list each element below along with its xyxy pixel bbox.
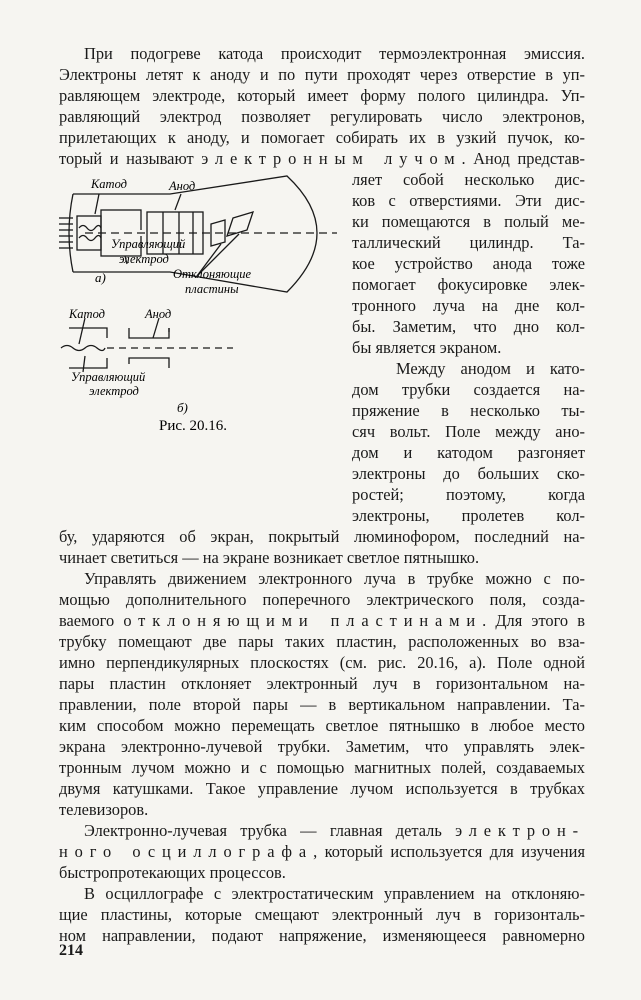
text-run: . Анод представ-: [461, 149, 585, 168]
text-line: равляющий электрод позволяет регулировать число электронов,: [59, 107, 585, 126]
text-line: кое устройство анода тоже: [352, 254, 585, 273]
text-line: ки помещаются в полый ме-: [352, 212, 585, 231]
figure-caption: Рис. 20.16.: [159, 418, 228, 434]
label-anode-a: Анод: [169, 179, 196, 193]
label-sub-a: а): [95, 270, 106, 285]
text-line: щие пластины, которые смещают электронный луч в горизонталь-: [59, 905, 585, 924]
crt-figure: [55, 168, 355, 440]
text-run: Электронно-лучевая трубка — главная деталь: [84, 821, 456, 840]
text-line: бу, ударяются об экран, покрытый люминофором, последний на-: [59, 527, 585, 546]
text-line: пряжение в несколько ты-: [352, 401, 585, 420]
label-cathode-a: Катод: [91, 177, 127, 191]
text-line: тронного луча на дне кол-: [352, 296, 585, 315]
crt-cross-section-b: [61, 318, 233, 372]
text-line: помогает фокусировке элек-: [352, 275, 585, 294]
page-number: 214: [59, 942, 83, 959]
text-line: имно перпендикулярных плоскостях (см. рис. 20.16, а). Поле одной: [59, 653, 585, 672]
text-line: ков с отверстиями. Эти дис-: [352, 191, 585, 210]
text-line: равляющем электроде, который имеет форму полого цилиндра. Уп-: [59, 86, 585, 105]
label-control-a-2: электрод: [119, 252, 169, 266]
term-oscilloscope: электрон-: [455, 821, 585, 840]
text-line: При подогреве катода происходит термоэлектронная эмиссия.: [84, 44, 585, 63]
text-line: В осциллографе с электростатическим управлением на отклоняю-: [84, 884, 585, 903]
text-line: чинает светиться — на экране возникает светлое пятнышко.: [59, 548, 480, 567]
text-run: . Для этого в: [482, 611, 585, 630]
text-line: двумя катушками. Такое управление лучом используется в трубках: [59, 779, 585, 798]
text-line: таллический цилиндр. Та-: [352, 233, 585, 252]
text-run: , который используется для изучения: [313, 842, 585, 861]
text-run: ваемого: [59, 611, 124, 630]
text-line: быстропротекающих процессов.: [59, 863, 286, 882]
term-oscilloscope: ного осциллографа: [59, 842, 314, 861]
label-deflect-2: пластины: [185, 282, 239, 296]
text-line: телевизоров.: [59, 800, 149, 819]
text-line: [59, 841, 585, 862]
text-line: правлении, поле второй пары — в вертикальном направлении. Та-: [59, 695, 585, 714]
label-cathode-b: Катод: [69, 307, 105, 321]
text-line: Электроны летят к аноду и по пути проходят через отверстие в уп-: [59, 65, 585, 84]
text-line: бы является экраном.: [352, 338, 502, 357]
text-line: экрана электронно-лучевой трубки. Заметим, что управлять элек-: [59, 737, 585, 756]
text-line: сяч вольт. Поле между ано-: [352, 422, 585, 441]
label-control-b-1: Управляющий: [71, 370, 146, 384]
text-line: дом и катодом разгоняет: [352, 443, 585, 462]
text-line: прилетающих к аноду, и помогает собирать их в узкий пучок, ко-: [59, 128, 585, 147]
text-run: торый и называют: [59, 149, 202, 168]
text-line: [84, 820, 585, 841]
text-line: электроны до больших ско-: [352, 464, 585, 483]
text-line: [59, 610, 585, 631]
crt-neck-back: [69, 194, 73, 272]
text-line: Управлять движением электронного луча в трубке можно с по-: [84, 569, 585, 588]
term-deflecting-plates: отклоняющими пластинами: [123, 611, 483, 630]
text-line: ном направлении, подают напряжение, изменяющееся равномерно: [59, 926, 585, 945]
tube-pins-icon: [59, 218, 73, 248]
label-anode-b: Анод: [145, 307, 172, 321]
text-line: дом трубки создается на-: [352, 380, 585, 399]
text-line: пары пластин отклоняет электронный луч в горизонтальном на-: [59, 674, 585, 693]
text-line: ростей; поэтому, когда: [352, 485, 585, 504]
label-control-a-1: Управляющий: [111, 237, 186, 251]
text-line: ляет собой несколько дис-: [352, 170, 585, 189]
term-electron-beam: электронным лучом: [201, 149, 462, 168]
text-line: мощью дополнительного поперечного электрического поля, созда-: [59, 590, 585, 609]
text-line: электроны, пролетев кол-: [352, 506, 585, 525]
text-line: [59, 148, 585, 169]
label-control-b-2: электрод: [89, 384, 139, 398]
label-sub-b: б): [177, 400, 188, 415]
text-line: Между анодом и като-: [396, 359, 585, 378]
text-line: ким способом можно перемещать светлое пятнышко в любое место: [59, 716, 585, 735]
text-line: бы. Заметим, что дно кол-: [352, 317, 585, 336]
label-deflect-1: Отклоняющие: [173, 267, 252, 281]
text-line: трубку помещают две пары таких пластин, расположенных во вза-: [59, 632, 585, 651]
text-line: тронным лучом можно и с помощью магнитных полей, создаваемых: [59, 758, 585, 777]
